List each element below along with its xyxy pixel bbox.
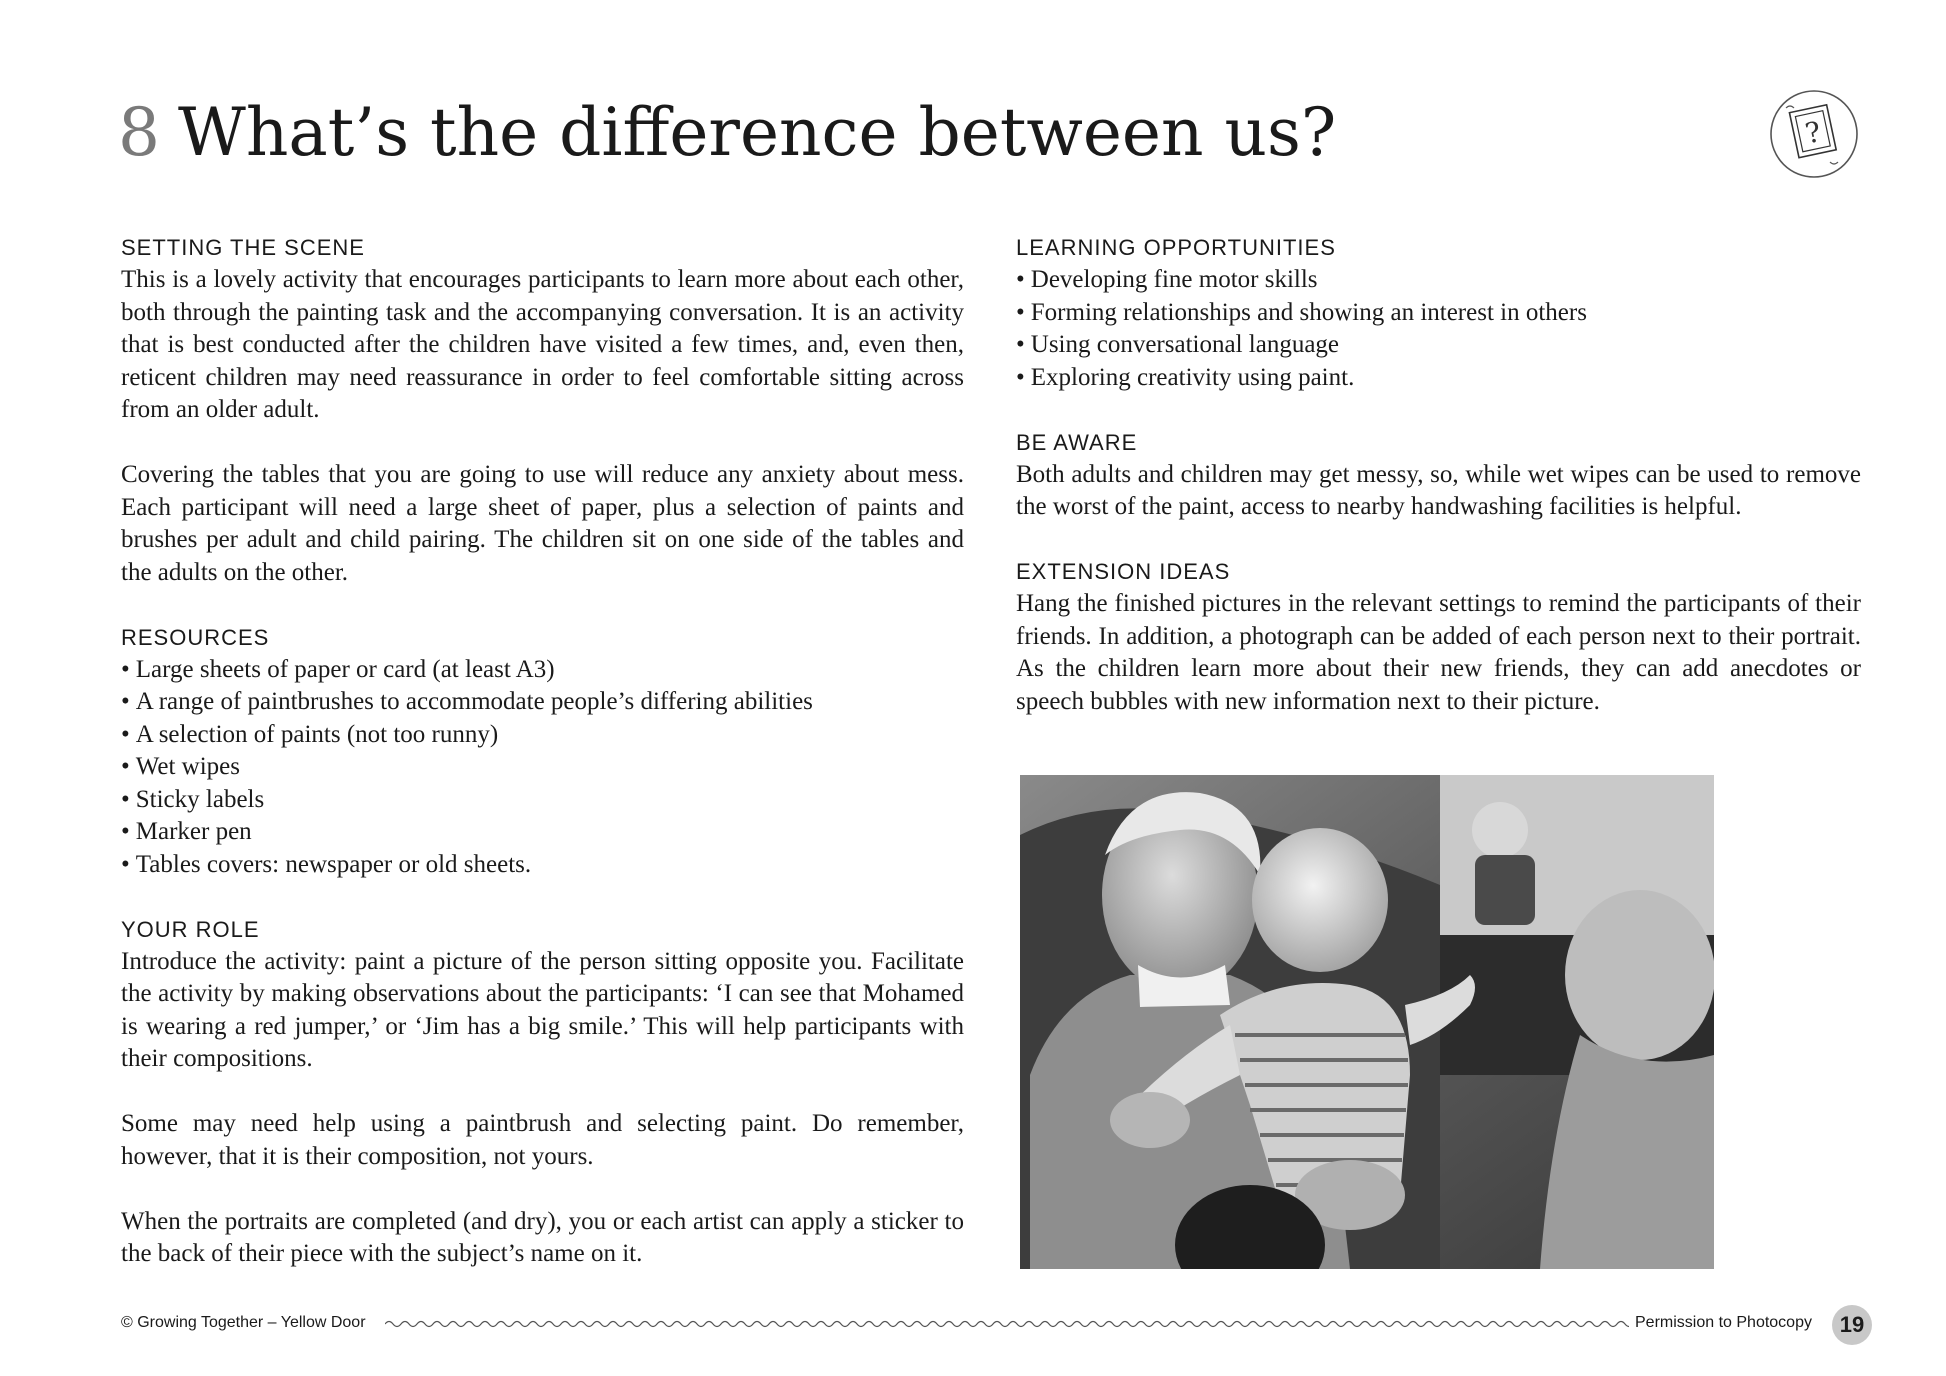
list-item: • Developing fine motor skills — [1016, 266, 1318, 293]
learning-list — [1016, 264, 1861, 394]
setting-paragraph-2: Covering the tables that you are going to use will reduce any anxiety about mess. Each participant will need a large sheet of paper, plus a selection of paints and brushes per adult and child pairing. The children sit on one side of the tables and the adults on the other. — [121, 461, 964, 586]
list-item: • Tables covers: newspaper or old sheets. — [121, 850, 532, 878]
footer-copyright: © Growing Together – Yellow Door — [121, 1314, 366, 1331]
question-stamp-icon — [1768, 88, 1860, 180]
svg-text:?: ? — [1802, 114, 1824, 151]
activity-photo — [1020, 775, 1714, 1269]
list-item: • A range of paintbrushes to accommodate people’s differing abilities — [121, 688, 813, 715]
list-item: • Exploring creativity using paint. — [1016, 363, 1355, 391]
footer-wave-divider — [385, 1314, 1629, 1334]
page-number-badge: 19 — [1832, 1305, 1872, 1345]
list-item: • Forming relationships and showing an interest in others — [1016, 298, 1587, 326]
resources-list — [121, 654, 964, 882]
page-title — [118, 88, 1336, 178]
resources-heading: RESOURCES — [121, 624, 270, 650]
learning-heading: LEARNING OPPORTUNITIES — [1016, 235, 1336, 260]
list-item: • Sticky labels — [121, 785, 265, 813]
setting-heading: SETTING THE SCENE — [121, 235, 365, 260]
setting-paragraph-1: This is a lovely activity that encourages participants to learn more about each other, both through the painting task and the accompanying conversation. It is an activity that is best conducted after the children have visited a few times, and, even then, reticent children may need reassurance in order to feel comfortable sitting across from an older adult. — [121, 266, 964, 423]
role-paragraph-2: Some may need help using a paintbrush and selecting paint. Do remember, however, that it is their composition, not yours. — [121, 1110, 964, 1170]
aware-paragraph: Both adults and children may get messy, so, while wet wipes can be used to remove the worst of the paint, access to nearby handwashing facilities is helpful. — [1016, 460, 1861, 520]
photo-illustration — [1020, 775, 1714, 1269]
footer-permission: Permission to Photocopy — [1635, 1314, 1812, 1331]
extension-paragraph: Hang the finished pictures in the relevant settings to remind the participants of their friends. In addition, a photograph can be added of each person next to their portrait. As the children learn more about their new friends, they can add anecdotes or speech bubbles with new information next to their picture. — [1016, 590, 1861, 715]
activity-number: 8 — [118, 94, 160, 171]
list-item: • Marker pen — [121, 818, 252, 845]
activity-title: What’s the difference between us? — [178, 94, 1337, 171]
role-paragraph-3: When the portraits are completed (and dry), you or each artist can apply a sticker to the back of their piece with the subject’s name on it. — [121, 1207, 964, 1267]
aware-heading: BE AWARE — [1016, 429, 1138, 455]
left-column — [121, 232, 964, 1271]
list-item: • A selection of paints (not too runny) — [121, 720, 499, 748]
role-heading: YOUR ROLE — [121, 916, 260, 942]
list-item: • Using conversational language — [1016, 331, 1340, 358]
extension-heading: EXTENSION IDEAS — [1016, 559, 1231, 584]
list-item: • Large sheets of paper or card (at least A3) — [121, 655, 555, 683]
list-item: • Wet wipes — [121, 753, 240, 780]
right-column — [1016, 232, 1861, 718]
role-paragraph-1: Introduce the activity: paint a picture of the person sitting opposite you. Facilitate the activity by making observations about the participants: ‘I can see that Mohamed is wearing a red jumper,’ or ‘Jim has a big smile.’ This will help participants with their compositions. — [121, 947, 964, 1072]
